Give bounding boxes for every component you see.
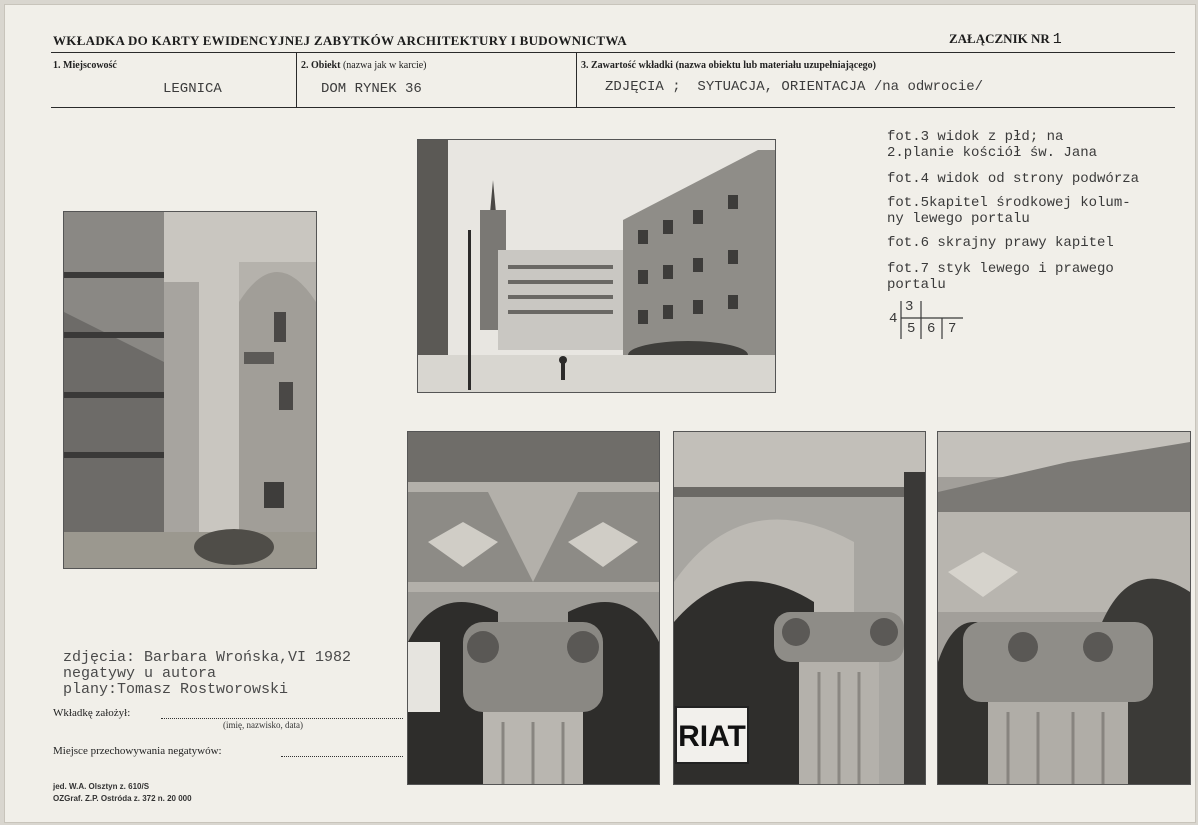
photo-capital-junction xyxy=(937,431,1191,785)
diagram-cell-4: 4 xyxy=(889,311,898,327)
header-rule xyxy=(51,52,1175,53)
diagram-cell-3: 3 xyxy=(905,299,914,315)
founder-label: Wkładkę założył: xyxy=(53,707,131,719)
caption-fot6: fot.6 skrajny prawy kapitel xyxy=(887,235,1114,251)
caption-fot5: fot.5kapitel środkowej kolum- ny lewego portalu xyxy=(887,195,1131,227)
field-divider-2 xyxy=(576,53,577,107)
storage-label: Miejsce przechowywania negatywów: xyxy=(53,745,222,757)
photo-capital-middle xyxy=(407,431,660,785)
annex-label: ZAŁĄCZNIK NR 1 xyxy=(949,31,1062,48)
storage-dotted-line xyxy=(281,756,403,757)
photo-capital-right xyxy=(673,431,926,785)
founder-note: (imię, nazwisko, data) xyxy=(223,720,303,730)
caption-fot4: fot.4 widok od strony podwórza xyxy=(887,171,1140,187)
record-card xyxy=(4,4,1196,823)
print-footer: jed. W.A. Olsztyn z. 610/S OZGraf. Z.P. Ostróda z. 372 n. 20 000 xyxy=(53,782,192,803)
diagram-cell-7: 7 xyxy=(948,321,957,337)
photo-courtyard xyxy=(63,211,317,569)
caption-fot3: fot.3 widok z płd; na 2.planie kościół św. Jana xyxy=(887,129,1098,161)
locality-label: 1. Miejscowość xyxy=(53,60,117,71)
field-divider-1 xyxy=(296,53,297,107)
object-value: DOM RYNEK 36 xyxy=(321,81,422,97)
card-title: WKŁADKA DO KARTY EWIDENCYJNEJ ZABYTKÓW ARCHITEKTURY I BUDOWNICTWA xyxy=(53,33,627,48)
content-value: ZDJĘCIA ; SYTUACJA, ORIENTACJA /na odwrocie/ xyxy=(605,79,984,95)
annex-number: 1 xyxy=(1052,31,1062,48)
photo-credits: zdjęcia: Barbara Wrońska,VI 1982 negatywy u autora plany:Tomasz Rostworowski xyxy=(63,649,352,698)
diagram-cell-5: 5 xyxy=(907,321,916,337)
caption-fot7: fot.7 styk lewego i prawego portalu xyxy=(887,261,1114,293)
fields-rule xyxy=(51,107,1175,108)
shop-sign-text: RIAT xyxy=(678,720,746,753)
diagram-cell-6: 6 xyxy=(927,321,936,337)
locality-value: LEGNICA xyxy=(163,81,222,97)
photo-street-view xyxy=(417,139,776,393)
object-label: 2. Obiekt (nazwa jak w karcie) xyxy=(301,60,427,71)
founder-dotted-line xyxy=(161,718,403,719)
content-label: 3. Zawartość wkładki (nazwa obiektu lub materiału uzupełniającego) xyxy=(581,60,877,71)
